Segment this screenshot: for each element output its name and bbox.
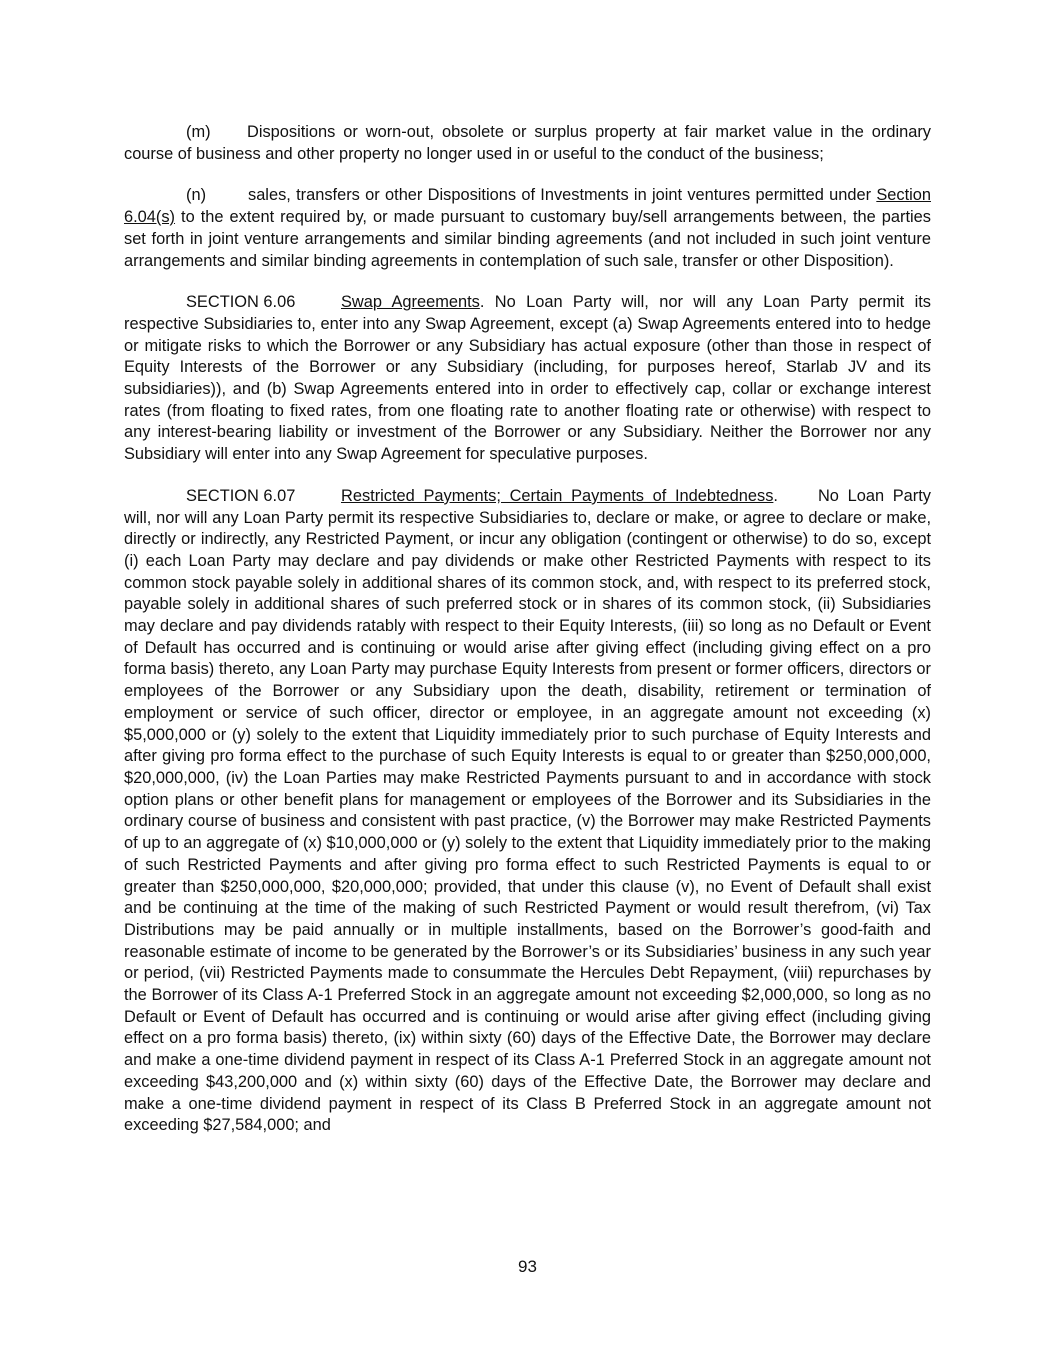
section-6-06-number: SECTION 6.06 (186, 293, 296, 312)
section-6-06 (124, 292, 931, 466)
section-6-07 (124, 486, 931, 1137)
document-page (124, 122, 931, 1157)
paragraph-m-label: (m) (186, 123, 211, 141)
section-6-07-number: SECTION 6.07 (186, 486, 296, 505)
paragraph-n (124, 185, 931, 272)
paragraph-n-text-before: sales, transfers or other Dispositions of Investments in joint ventures permitted under (248, 186, 877, 205)
section-6-07-title: Restricted Payments; Certain Payments of Indebtedness (341, 486, 774, 505)
paragraph-n-label: (n) (186, 186, 207, 205)
section-6-07-title-suffix: . (773, 486, 778, 505)
paragraph-m-text: Dispositions or worn-out, obsolete or surplus property at fair market value in the ordinary course of business and other property no longer used in or useful to the conduct of the business; (124, 123, 931, 163)
section-6-06-body: . No Loan Party will, nor will any Loan Party permit its respective Subsidiaries to, enter into any Swap Agreement, except (a) Swap Agreements entered into to hedge or mitigate risks to which the Borrower or any Subsidiary has actual exposure (other than those in respect of Equity Interests of the Borrower or any Subsidiary (including, for purposes hereof, Starlab JV and its subsidiaries)), and (b) Swap Agreements entered into in order to effectively cap, collar or exchange interest rates (from floating to fixed rates, from one floating rate to another floating rate or otherwise) with respect to any interest-bearing liability or investment of the Borrower or any Subsidiary. Neither the Borrower nor any Subsidiary will enter into any Swap Agreement for speculative purposes. (124, 293, 931, 464)
section-6-06-title: Swap Agreements (341, 293, 480, 312)
paragraph-n-text-after: to the extent required by, or made pursuant to customary buy/sell arrangements between, the parties set forth in joint venture arrangements and similar binding agreements (and not included in such joint venture arrangements and similar binding agreements in contemplation of such sale, transfer or other Disposition). (124, 208, 931, 270)
section-reference-link: Section 6.04(s) (124, 186, 931, 227)
paragraph-m (124, 122, 931, 165)
page-number: 93 (518, 1257, 537, 1276)
section-6-07-body: No Loan Party will, nor will any Loan Party permit its respective Subsidiaries to, declare or make, or agree to declare or make, directly or indirectly, any Restricted Payment, or incur any obligation (contingent or otherwise) to do so, except (i) each Loan Party may declare and pay dividends or make other Restricted Payments with respect to its common stock payable solely in additional shares of its common stock, and, with respect to its preferred stock, payable solely in additional shares of such preferred stock or in shares of its common stock, (ii) Subsidiaries may declare and pay dividends ratably with respect to their Equity Interests, (iii) so long as no Default or Event of Default has occurred and is continuing or would arise after giving effect (including giving effect on a pro forma basis) thereto, any Loan Party may purchase Equity Interests from present or former officers, directors or employees of the Borrower or any Subsidiary upon the death, disability, retirement or termination of employment or service of such officer, director or employee, in an aggregate amount not exceeding (x) $5,000,000 or (y) solely to the extent that Liquidity immediately prior to such purchase of Equity Interests and after giving pro forma effect to the purchase of such Equity Interests is equal to or greater than $250,000,000, $20,000,000, (iv) the Loan Parties may make Restricted Payments pursuant to and in accordance with stock option plans or other benefit plans for management or employees of the Borrower and its Subsidiaries in the ordinary course of business and consistent with past practice, (v) the Borrower may make Restricted Payments of up to an aggregate of (x) $10,000,000 or (y) solely to the extent that Liquidity immediately prior to the making of such Restricted Payments and after giving pro forma effect to such Restricted Payments is equal to or greater than $250,000,000, $20,000,000; provided, that under this clause (v), no Event of Default shall exist and be continuing at the time of the making of such Restricted Payment or would result therefrom, (vi) Tax Distributions may be paid annually or in multiple installments, based on the Borrower’s good-faith and reasonable estimate of income to be generated by the Borrower’s or its Subsidiaries’ business in any such year or period, (vii) Restricted Payments made to consummate the Hercules Debt Repayment, (viii) repurchases by the Borrower of its Class A-1 Preferred Stock in an aggregate amount not exceeding $2,000,000, so long as no Default or Event of Default has occurred and is continuing or would arise after giving effect (including giving effect on a pro forma basis) thereto, (ix) within sixty (60) days of the Effective Date, the Borrower may declare and make a one-time dividend payment in respect of its Class A-1 Preferred Stock in an aggregate amount not exceeding $43,200,000 and (x) within sixty (60) days of the Effective Date, the Borrower may declare and make a one-time dividend payment in respect of its Class B Preferred Stock in an aggregate amount not exceeding $27,584,000; and (124, 486, 931, 1135)
